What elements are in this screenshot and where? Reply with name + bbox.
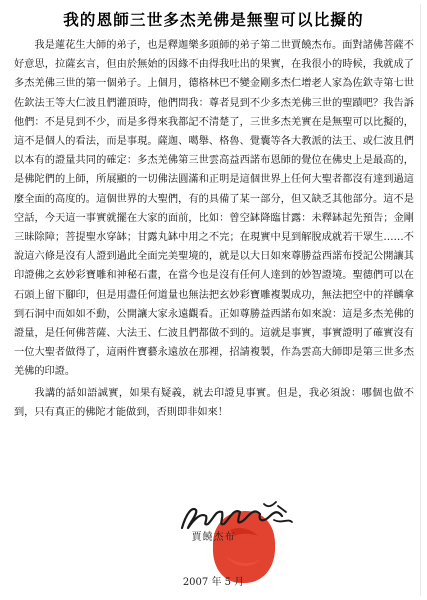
- document-body: [14, 36, 414, 422]
- signer-name: 賈饒杰布: [191, 532, 236, 543]
- page-edge-line: [420, 4, 421, 596]
- closing-paragraph: 我講的話如語誠實，如果有疑義，就去印證見事實。但是，我必須說：哪個也做不到，只有真正的佛陀才能做到，否則即非如來！: [14, 387, 414, 418]
- signature-date: 2007 年 5 月: [182, 577, 245, 588]
- body-paragraph: 我是蓮花生大師的弟子，也是釋迦樂多頭師的弟子第二世賈饒杰布。面對諸佛菩薩不好意思，拉薩玄言，但由於無始的因緣不由得我吐出的果實，在我很小的時候，我就成了多杰羌佛三世的第一個弟子。上個月，德格林巴不變金剛多杰仁增老人家為佐欽寺第七世佐欽法王等大仁波且們灌頂時，他們問我：尊者見到不少多杰羌佛三世的聖蹟吧？我告訴他們：不是見到不少，而是多得來我都記不清楚了，三世多杰羌實在是無聖可以比擬的，這不是個人的看法，而是事現。薩迦、噶舉、格魯、覺囊等各大教派的法王、或仁波且們以本有的證量共同的確定：多杰羌佛第三世雲高益西諾布恩師的覺位在佛史上是最高的，是佛陀們的上師，所展顯的一切佛法圓滿和正明是這個世界上任何大聖者都沒有達到過這麼全面的高度的。這個世界的大聖們，有的具備了某一部分，但又缺乏其他部分。這不是空話，今天這一事實就擺在大家的面前，比如：曾空缽降臨甘露：未釋缽起先預告；金剛三昧除障；菩提聖水穿缽；甘露丸缽中用之不完；在現實中見到解脫成就若干眾生……不說這六條是沒有人證到過此全面完美聖境的，就是以大日如來尊勝益西諾布授記公開讓其印證佛之玄妙彩寶雕和神秘石畫，在當今也是沒有任何人達到的妙智證境。聖德們可以在石頭上留下腳印，但是用盡任何道量也無法把玄妙彩寶雕複製成功，無法把空中的祥麟拿到石洞中而如如不動，公開讓大家永遠觀看。正如尊勝益西諾布如來說：這是多杰羌佛的證量，是任何佛菩薩、大法王、仁波且們都做不到的。這就是事實，事實證明了確實沒有一位大聖者做得了，這兩件寶藝永遠放在那裡，招請複製，作為雲高大師即是第三世多杰羌佛的印證。: [14, 40, 414, 378]
- document-title: 我的恩師三世多杰羌佛是無聖可以比擬的: [63, 10, 364, 29]
